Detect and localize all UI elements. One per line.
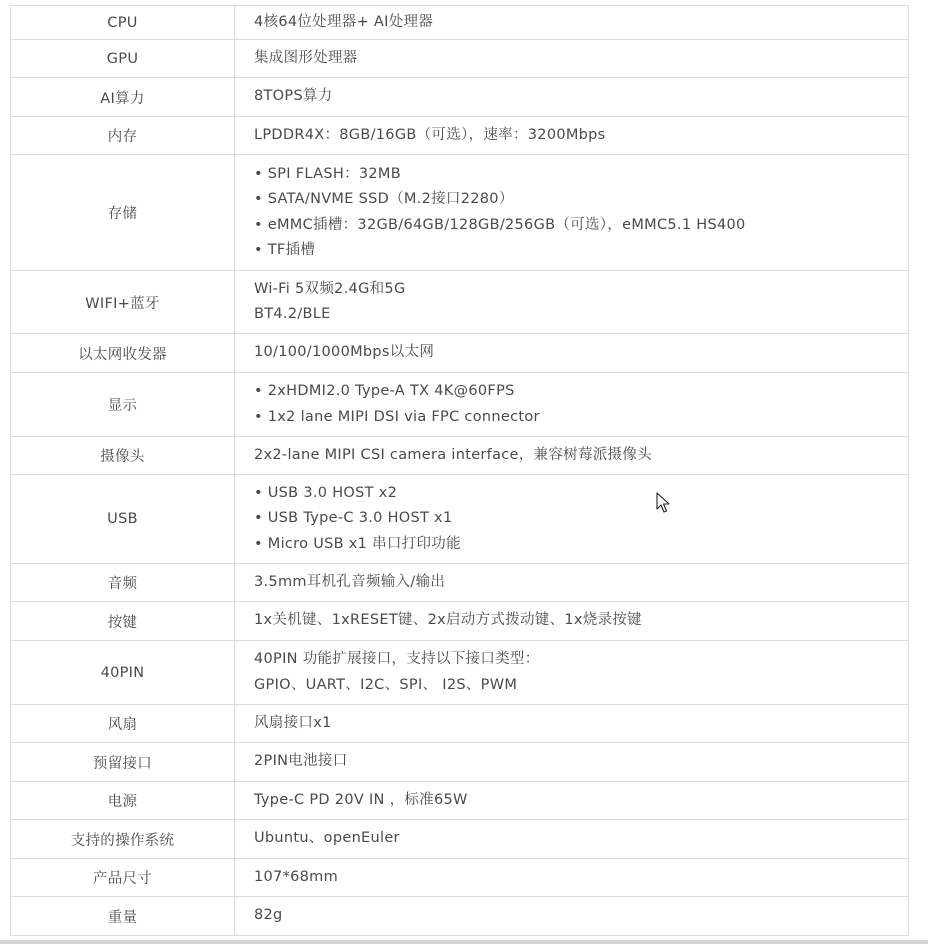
spec-value-line: BT4.2/BLE	[254, 306, 331, 322]
spec-label: 以太网收发器	[11, 334, 235, 373]
spec-value	[235, 475, 909, 564]
spec-value	[235, 78, 909, 117]
spec-label: 重量	[11, 897, 235, 936]
spec-value	[235, 564, 909, 602]
spec-row	[11, 78, 909, 117]
spec-value-line: 1x关机键、1xRESET键、2x启动方式拨动键、1x烧录按键	[254, 612, 642, 629]
spec-value	[235, 437, 909, 475]
spec-value	[235, 271, 909, 334]
spec-table-body	[11, 6, 909, 936]
spec-value	[235, 641, 909, 705]
spec-value-line: • 2xHDMI2.0 Type-A TX 4K@60FPS	[254, 383, 515, 399]
spec-value-line: 82g	[254, 907, 283, 924]
spec-row	[11, 373, 909, 437]
spec-label: 40PIN	[11, 641, 235, 705]
spec-value-line: 2x2-lane MIPI CSI camera interface，兼容树莓派摄像头	[254, 446, 652, 463]
spec-label: 按键	[11, 602, 235, 641]
spec-label: 电源	[11, 782, 235, 820]
spec-row	[11, 743, 909, 782]
spec-value-line: • SPI FLASH：32MB	[254, 165, 401, 182]
spec-value-line: 3.5mm耳机孔音频输入/输出	[254, 573, 446, 590]
spec-value-line: • TF插槽	[254, 242, 316, 258]
spec-row	[11, 705, 909, 743]
spec-value-line: Ubuntu、openEuler	[254, 830, 400, 847]
spec-value	[235, 40, 909, 78]
spec-label: 内存	[11, 117, 235, 155]
spec-value	[235, 373, 909, 437]
spec-value-line: 2PIN电池接口	[254, 753, 348, 770]
spec-value	[235, 897, 909, 936]
spec-value-line: Wi-Fi 5双频2.4G和5G	[254, 280, 406, 297]
spec-label: 预留接口	[11, 743, 235, 782]
spec-row	[11, 155, 909, 271]
spec-value-line: 10/100/1000Mbps以太网	[254, 344, 435, 361]
spec-value-line: 40PIN 功能扩展接口，支持以下接口类型：	[254, 651, 540, 667]
spec-value-line: • eMMC插槽：32GB/64GB/128GB/256GB（可选），eMMC5.1 HS400	[254, 216, 746, 233]
spec-label: USB	[11, 475, 235, 564]
spec-label: 显示	[11, 373, 235, 437]
spec-value	[235, 6, 909, 40]
spec-label: 音频	[11, 564, 235, 602]
spec-row	[11, 271, 909, 334]
spec-value-line: GPIO、UART、I2C、SPI、 I2S、PWM	[254, 676, 518, 693]
spec-value	[235, 334, 909, 373]
spec-row	[11, 782, 909, 820]
spec-label: 风扇	[11, 705, 235, 743]
spec-value-line: Type-C PD 20V IN ，标准65W	[254, 791, 468, 808]
mouse-pointer-icon	[656, 492, 670, 514]
spec-value-line: • Micro USB x1 串口打印功能	[254, 535, 461, 552]
spec-label: AI算力	[11, 78, 235, 117]
spec-value	[235, 705, 909, 743]
spec-value-line: • USB 3.0 HOST x2	[254, 484, 398, 501]
spec-row	[11, 475, 909, 564]
spec-value-line: 集成图形处理器	[254, 49, 358, 66]
spec-value	[235, 782, 909, 820]
spec-value-line: 8TOPS算力	[254, 88, 333, 105]
spec-label: WIFI+蓝牙	[11, 271, 235, 334]
spec-value-line: • 1x2 lane MIPI DSI via FPC connector	[254, 408, 540, 425]
spec-value	[235, 602, 909, 641]
spec-value	[235, 155, 909, 271]
spec-label: 存储	[11, 155, 235, 271]
spec-row	[11, 820, 909, 859]
spec-row	[11, 564, 909, 602]
spec-row	[11, 6, 909, 40]
spec-value-line: 4核64位处理器+ AI处理器	[254, 13, 434, 30]
spec-value	[235, 117, 909, 155]
spec-row	[11, 117, 909, 155]
spec-label: CPU	[11, 6, 235, 40]
spec-row	[11, 334, 909, 373]
spec-row	[11, 437, 909, 475]
spec-row	[11, 859, 909, 897]
spec-value-line: 风扇接口x1	[254, 714, 332, 731]
spec-value	[235, 859, 909, 897]
spec-label: 支持的操作系统	[11, 820, 235, 859]
spec-label: GPU	[11, 40, 235, 78]
spec-value-line: 107*68mm	[254, 868, 339, 885]
spec-label: 摄像头	[11, 437, 235, 475]
spec-row	[11, 40, 909, 78]
spec-value-line: • SATA/NVME SSD（M.2接口2280）	[254, 191, 514, 207]
spec-value-line: • USB Type-C 3.0 HOST x1	[254, 510, 453, 527]
spec-value	[235, 820, 909, 859]
spec-value	[235, 743, 909, 782]
spec-label: 产品尺寸	[11, 859, 235, 897]
spec-row	[11, 602, 909, 641]
spec-row	[11, 641, 909, 705]
spec-value-line: LPDDR4X：8GB/16GB（可选），速率：3200Mbps	[254, 126, 606, 143]
spec-table	[10, 5, 909, 936]
bottom-scroll-edge	[0, 940, 928, 944]
spec-row	[11, 897, 909, 936]
